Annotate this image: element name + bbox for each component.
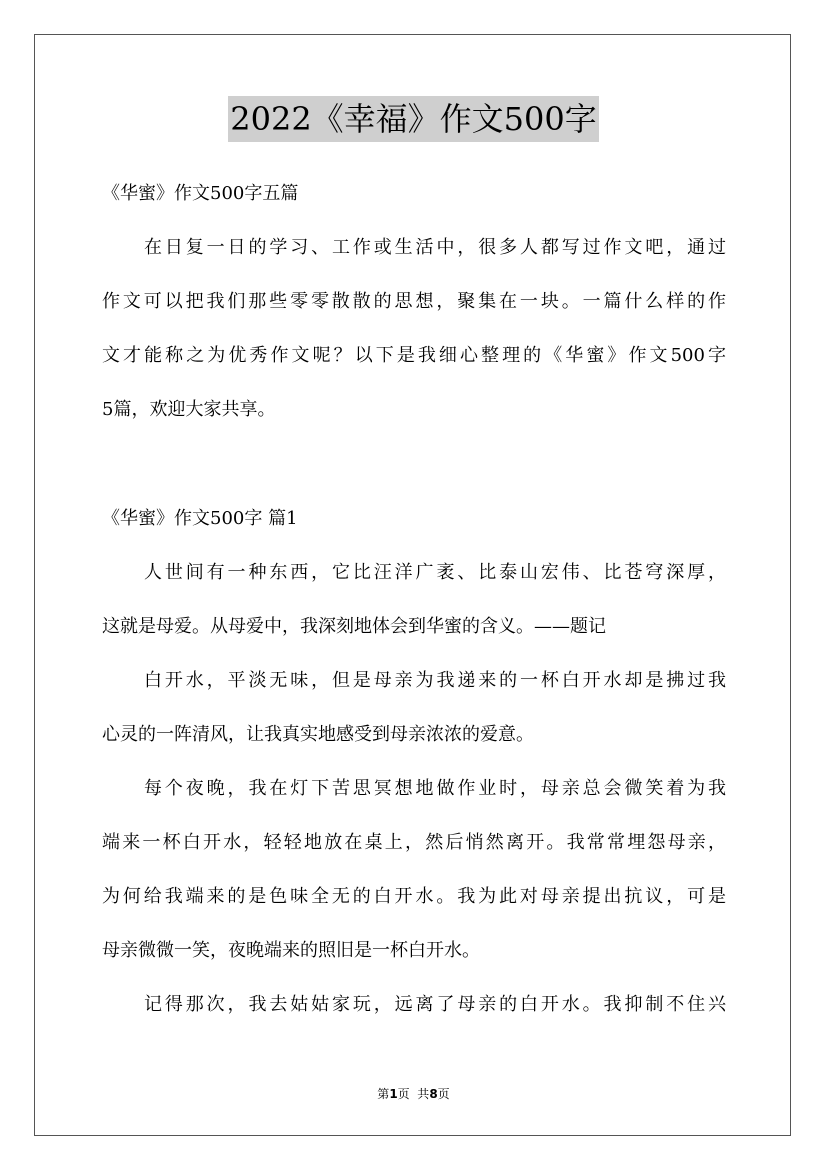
title-wrap	[0, 96, 827, 142]
paragraph-line: 人世间有一种东西，它比汪洋广袤、比泰山宏伟、比苍穹深厚，	[144, 562, 726, 583]
footer-prefix: 第	[377, 1087, 390, 1101]
page-footer	[0, 1086, 827, 1102]
section-heading: 《华蜜》作文500字 篇1	[102, 508, 298, 529]
paragraph-line: 母亲微微一笑，夜晚端来的照旧是一杯白开水。	[102, 940, 480, 961]
paragraph-line: 记得那次，我去姑姑家玩，远离了母亲的白开水。我抑制不住兴	[144, 994, 726, 1015]
footer-page-number: 1	[389, 1087, 398, 1101]
paragraph-line: 作文可以把我们那些零零散散的思想，聚集在一块。一篇什么样的作	[102, 291, 726, 312]
footer-suffix: 页	[437, 1087, 450, 1101]
paragraph-line: 每个夜晚，我在灯下苦思冥想地做作业时，母亲总会微笑着为我	[144, 778, 726, 799]
paragraph-line: 在日复一日的学习、工作或生活中，很多人都写过作文吧，通过	[144, 237, 726, 258]
paragraph-line: 端来一杯白开水，轻轻地放在桌上，然后悄然离开。我常常埋怨母亲，	[102, 832, 726, 853]
paragraph-line: 5篇，欢迎大家共享。	[102, 399, 276, 420]
paragraph-line: 心灵的一阵清风，让我真实地感受到母亲浓浓的爱意。	[102, 724, 534, 745]
paragraph-line: 《华蜜》作文500字五篇	[102, 183, 299, 204]
footer-total-pages: 8	[429, 1087, 438, 1101]
paragraph-line: 白开水，平淡无味，但是母亲为我递来的一杯白开水却是拂过我	[144, 670, 726, 691]
document-title: 2022《幸福》作文500字	[228, 96, 599, 142]
paragraph-line: 为何给我端来的是色味全无的白开水。我为此对母亲提出抗议，可是	[102, 886, 726, 907]
paragraph-line: 文才能称之为优秀作文呢？以下是我细心整理的《华蜜》作文500字	[102, 345, 726, 366]
paragraph-line: 这就是母爱。从母爱中，我深刻地体会到华蜜的含义。——题记	[102, 616, 606, 637]
footer-middle: 页 共	[397, 1087, 430, 1101]
